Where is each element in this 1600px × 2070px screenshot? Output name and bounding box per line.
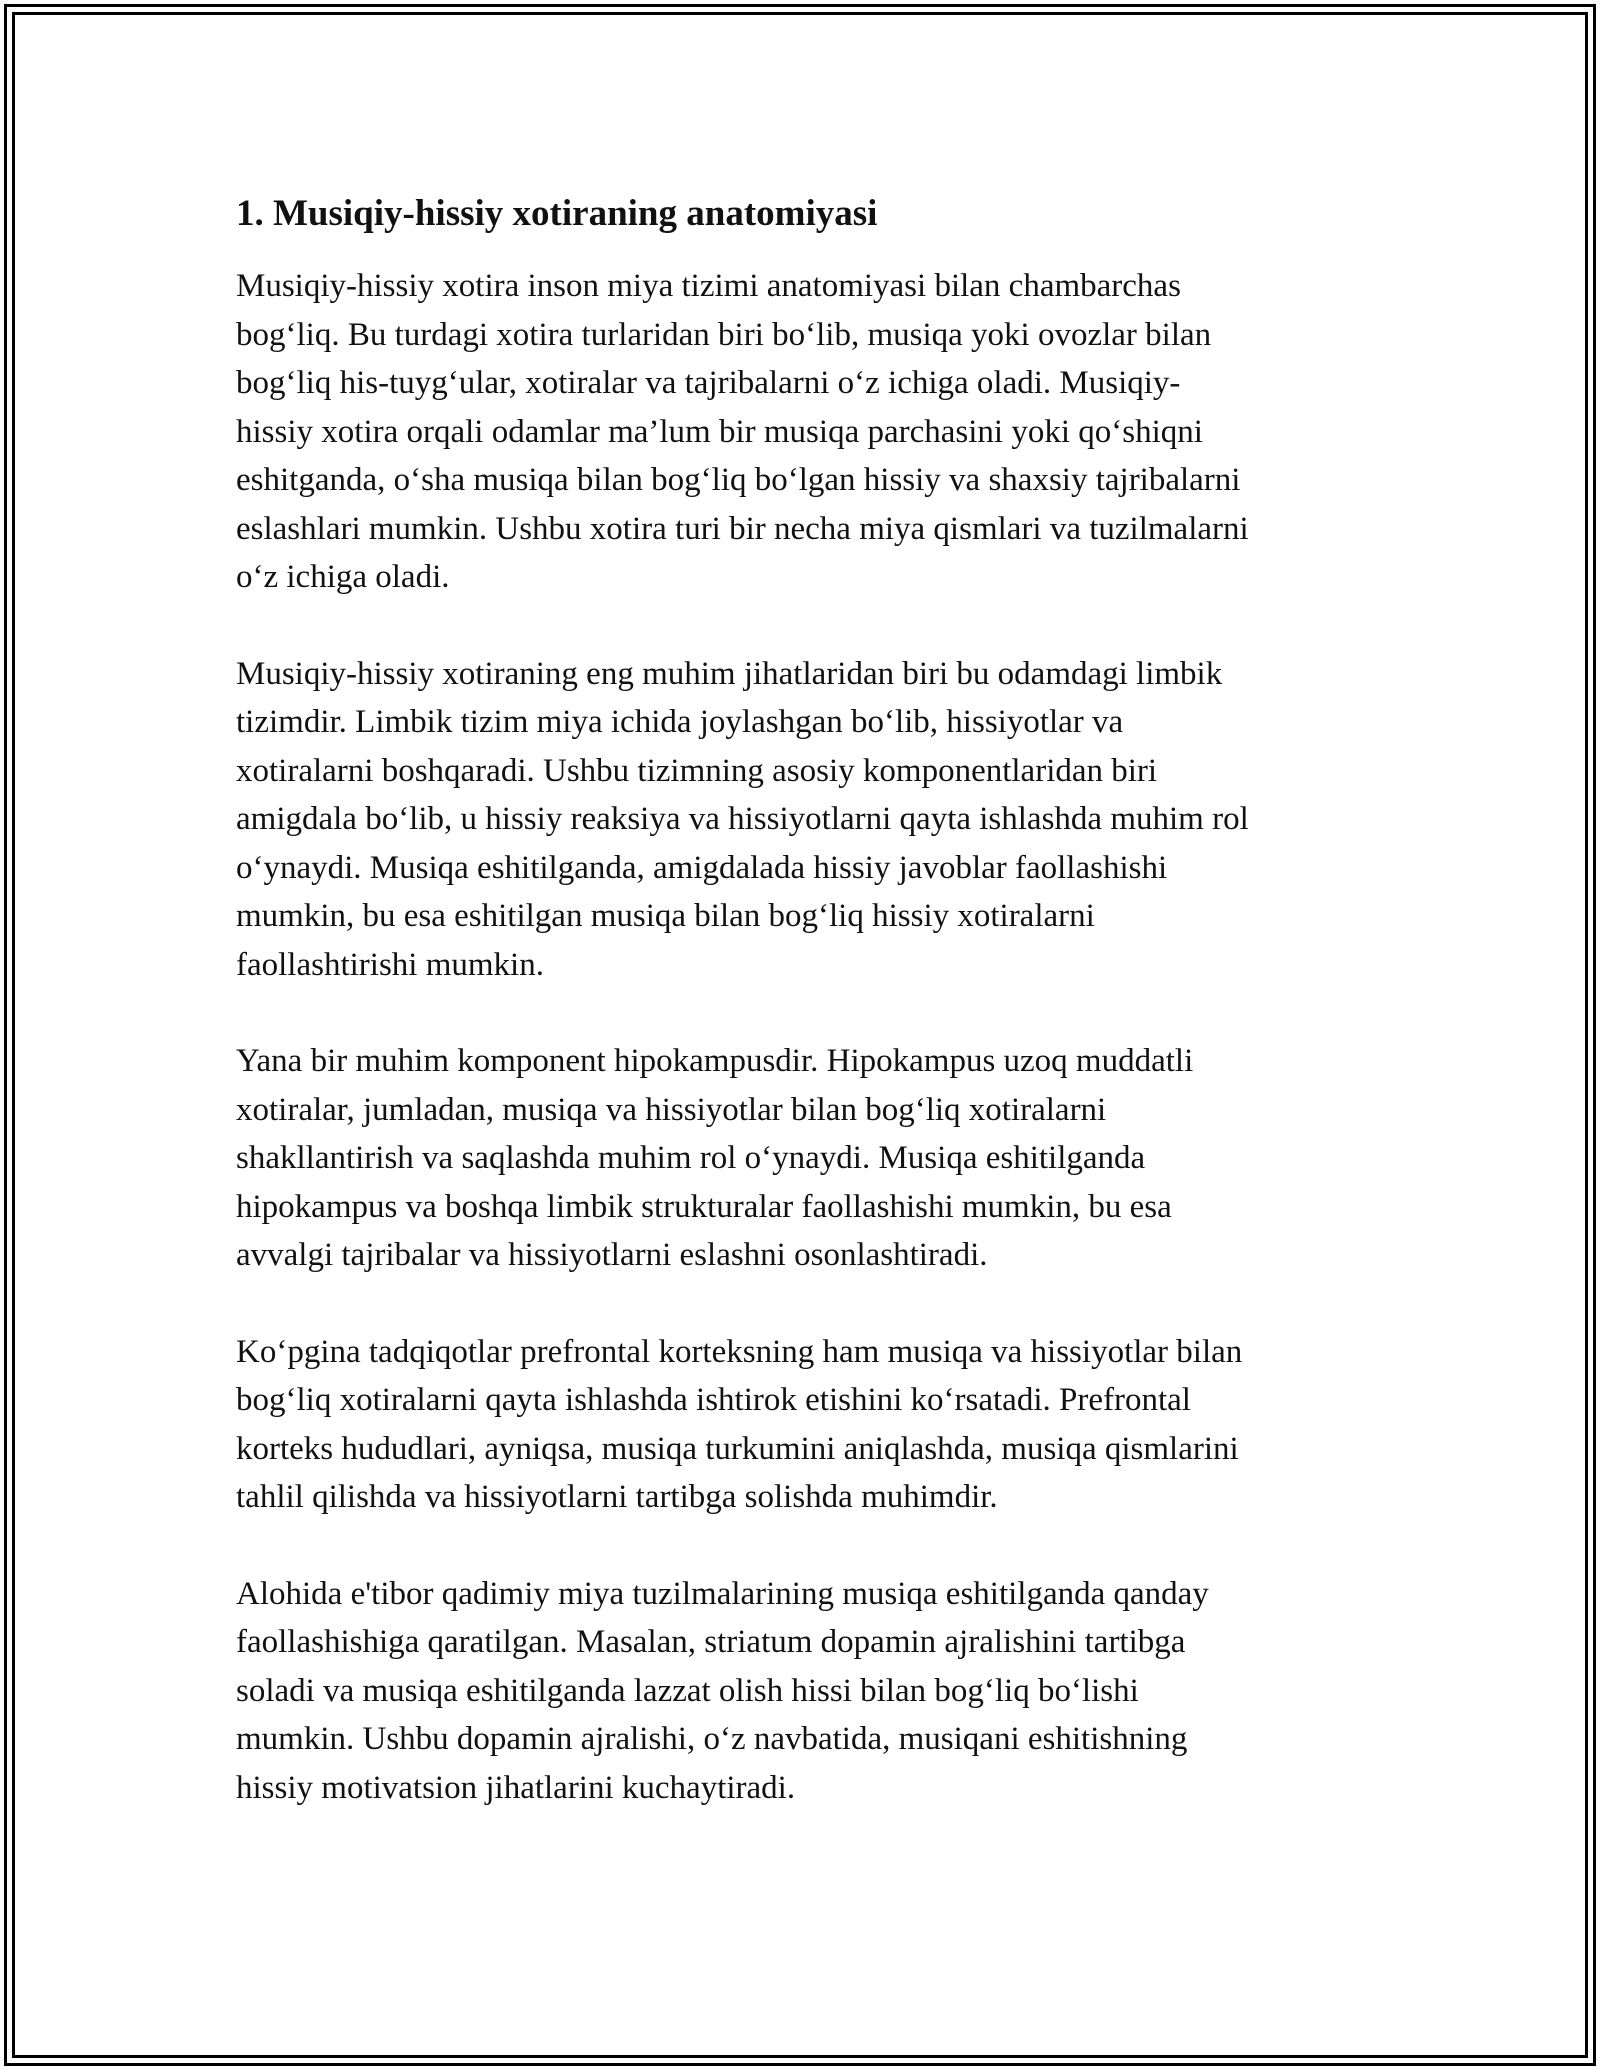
paragraph-line: avvalgi tajribalar va hissiyotlarni eslashni osonlashtiradi. bbox=[236, 1237, 988, 1273]
paragraph-line: mumkin. Ushbu dopamin ajralishi, o‘z navbatida, musiqani eshitishning bbox=[236, 1721, 1188, 1757]
paragraph-line: hissiy motivatsion jihatlarini kuchaytiradi. bbox=[236, 1769, 796, 1806]
section-title: 1. Musiqiy-hissiy xotiraning anatomiyasi bbox=[236, 193, 878, 234]
paragraph-line: soladi va musiqa eshitilganda lazzat olish hissi bilan bog‘liq bo‘lishi bbox=[236, 1672, 1139, 1709]
paragraph-line: korteks hududlari, ayniqsa, musiqa turkumini aniqlashda, musiqa qismlarini bbox=[236, 1430, 1239, 1467]
paragraph-line: faollashtirishi mumkin. bbox=[236, 946, 544, 983]
paragraph-line: amigdala bo‘lib, u hissiy reaksiya va hissiyotlarni qayta ishlashda muhim rol bbox=[236, 801, 1249, 837]
paragraph-line: shakllantirish va saqlashda muhim rol o‘ynaydi. Musiqa eshitilganda bbox=[236, 1140, 1146, 1176]
paragraph-4 bbox=[236, 1328, 1376, 1522]
paragraph-line: mumkin, bu esa eshitilgan musiqa bilan bog‘liq hissiy xotiralarni bbox=[236, 898, 1095, 934]
paragraph-line: Alohida e'tibor qadimiy miya tuzilmalarining musiqa eshitilganda qanday bbox=[236, 1575, 1209, 1612]
paragraph-line: eslashlari mumkin. Ushbu xotira turi bir necha miya qismlari va tuzilmalarni bbox=[236, 510, 1249, 547]
paragraph-line: Yana bir muhim komponent hipokampusdir. Hipokampus uzoq muddatli bbox=[236, 1043, 1194, 1079]
paragraph-line: faollashishiga qaratilgan. Masalan, striatum dopamin ajralishini tartibga bbox=[236, 1624, 1186, 1660]
document-body bbox=[236, 186, 1376, 1812]
paragraph-line: tizimdir. Limbik tizim miya ichida joylashgan bo‘lib, hissiyotlar va bbox=[236, 704, 1124, 740]
paragraph-3 bbox=[236, 1037, 1376, 1280]
paragraph-line: bog‘liq. Bu turdagi xotira turlaridan biri bo‘lib, musiqa yoki ovozlar bilan bbox=[236, 316, 1212, 353]
paragraph-line: hipokampus va boshqa limbik strukturalar faollashishi mumkin, bu esa bbox=[236, 1188, 1172, 1225]
paragraph-line: bog‘liq xotiralarni qayta ishlashda ishtirok etishini ko‘rsatadi. Prefrontal bbox=[236, 1382, 1191, 1418]
paragraph-line: xotiralar, jumladan, musiqa va hissiyotlar bilan bog‘liq xotiralarni bbox=[236, 1091, 1107, 1128]
paragraph-line: hissiy xotira orqali odamlar ma’lum bir musiqa parchasini yoki qo‘shiqni bbox=[236, 413, 1203, 450]
paragraph-line: tahlil qilishda va hissiyotlarni tartibga solishda muhimdir. bbox=[236, 1479, 998, 1515]
paragraph-line: Ko‘pgina tadqiqotlar prefrontal korteksning ham musiqa va hissiyotlar bilan bbox=[236, 1333, 1243, 1370]
paragraph-5 bbox=[236, 1570, 1376, 1813]
paragraph-line: o‘ynaydi. Musiqa eshitilganda, amigdalada hissiy javoblar faollashishi bbox=[236, 849, 1168, 886]
paragraph-line: xotiralarni boshqaradi. Ushbu tizimning asosiy komponentlaridan biri bbox=[236, 752, 1158, 789]
paragraph-line: bog‘liq his-tuyg‘ular, xotiralar va tajribalarni o‘z ichiga oladi. Musiqiy- bbox=[236, 365, 1181, 401]
paragraph-2 bbox=[236, 650, 1376, 990]
paragraph-line: o‘z ichiga oladi. bbox=[236, 559, 450, 595]
paragraph-line: eshitganda, o‘sha musiqa bilan bog‘liq bo‘lgan hissiy va shaxsiy tajribalarni bbox=[236, 462, 1241, 498]
paragraph-line: Musiqiy-hissiy xotiraning eng muhim jihatlaridan biri bu odamdagi limbik bbox=[236, 655, 1223, 692]
paragraph-1 bbox=[236, 262, 1376, 602]
paragraph-line: Musiqiy-hissiy xotira inson miya tizimi anatomiyasi bilan chambarchas bbox=[236, 268, 1181, 304]
